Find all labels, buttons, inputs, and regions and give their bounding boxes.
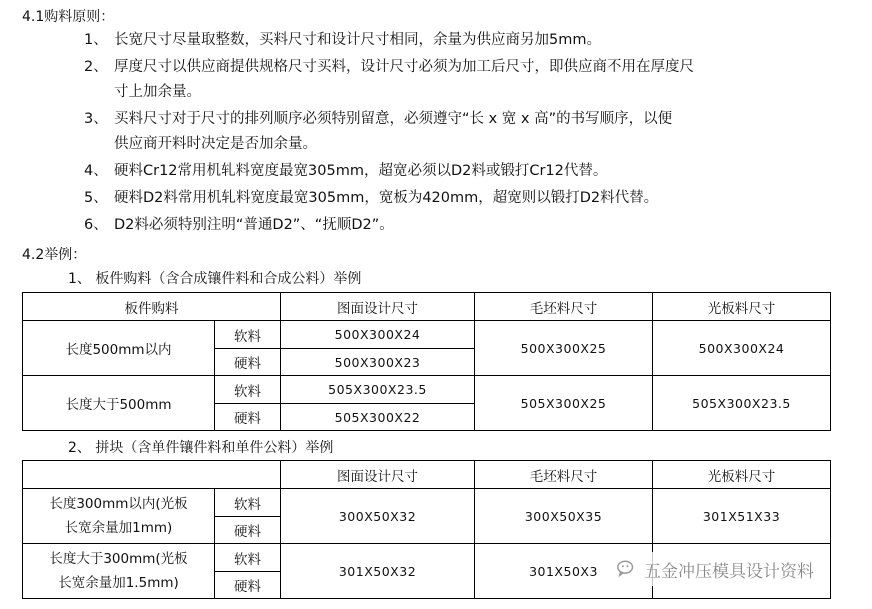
design-size-cell: 301X50X32 — [281, 544, 475, 599]
rule-item — [84, 28, 864, 53]
design-size-cell: 505X300X22 — [281, 404, 475, 431]
rule-number: 5、 — [84, 190, 108, 206]
length-category-cell: 长度大于500mm — [23, 376, 215, 431]
section-heading-purchase-rules: 4.1购料原则： — [22, 9, 115, 25]
header-cell: 毛坯料尺寸 — [475, 293, 653, 321]
category-label-line: 长宽余量加1.5mm) — [58, 575, 179, 591]
material-cell: 硬料 — [215, 517, 281, 544]
rule-text: 硬料Cr12常用机轧料宽度最宽305mm，超宽必须以D2料或锻打Cr12代替。 — [114, 163, 608, 179]
table-row — [23, 489, 831, 517]
blank-size-cell: 300X50X35 — [475, 489, 653, 544]
example-1-title: 1、 板件购料（含合成镶件料和合成公料）举例 — [68, 271, 362, 287]
material-cell: 硬料 — [215, 404, 281, 431]
material-cell: 硬料 — [215, 349, 281, 376]
wechat-icon — [616, 558, 638, 580]
table-header-row — [23, 461, 831, 489]
blank-size-cell: 301X50X3 — [475, 544, 653, 599]
category-label-line: 长度大于300mm(光板 — [49, 551, 188, 567]
rule-number: 6、 — [84, 217, 108, 233]
length-category-cell — [23, 544, 215, 599]
blank-size-cell: 505X300X25 — [475, 376, 653, 431]
example-2-title: 2、 拼块（含单件镶件料和单件公料）举例 — [68, 440, 334, 456]
finished-size-cell: 505X300X23.5 — [653, 376, 831, 431]
watermark — [610, 552, 820, 586]
rule-item — [84, 186, 864, 211]
table-row — [23, 321, 831, 349]
rule-text: 长宽尺寸尽量取整数，买料尺寸和设计尺寸相同，余量为供应商另加5mm。 — [114, 32, 601, 48]
category-label-line: 长度300mm以内(光板 — [49, 496, 188, 512]
header-cell: 图面设计尺寸 — [281, 293, 475, 321]
category-label-line: 长宽余量加1mm) — [64, 520, 173, 536]
design-size-cell: 500X300X23 — [281, 349, 475, 376]
blank-size-cell: 500X300X25 — [475, 321, 653, 376]
section-heading-examples: 4.2举例： — [22, 247, 87, 263]
header-cell: 板件购料 — [23, 293, 281, 321]
header-cell — [23, 461, 281, 489]
table-row — [23, 376, 831, 404]
rule-number: 3、 — [84, 111, 108, 127]
rule-text: 硬料D2料常用机轧料宽度最宽305mm，宽板为420mm，超宽则以锻打D2料代替。 — [114, 190, 659, 206]
design-size-cell: 505X300X23.5 — [281, 376, 475, 404]
table-header-row — [23, 293, 831, 321]
material-cell: 软料 — [215, 376, 281, 404]
design-size-cell: 500X300X24 — [281, 321, 475, 349]
rule-item — [84, 159, 864, 184]
length-category-cell: 长度500mm以内 — [23, 321, 215, 376]
rule-text-continued: 供应商开料时决定是否加余量。 — [114, 136, 317, 152]
watermark-text: 五金冲压模具设计资料 — [644, 561, 814, 582]
rule-number: 4、 — [84, 163, 108, 179]
rule-number: 2、 — [84, 59, 108, 75]
material-cell: 软料 — [215, 321, 281, 349]
plate-purchase-table — [22, 292, 831, 431]
material-cell: 软料 — [215, 489, 281, 517]
rule-text: 厚度尺寸以供应商提供规格尺寸买料，设计尺寸必须为加工后尺寸，即供应商不用在厚度尺 — [114, 59, 694, 75]
design-size-cell: 300X50X32 — [281, 489, 475, 544]
material-cell: 软料 — [215, 544, 281, 572]
header-cell: 毛坯料尺寸 — [475, 461, 653, 489]
rule-text: 买料尺寸对于尺寸的排列顺序必须特别留意，必须遵守“长 x 宽 x 高”的书写顺序，以便 — [114, 111, 673, 127]
rule-item — [84, 213, 864, 238]
length-category-cell — [23, 489, 215, 544]
rule-item — [84, 55, 864, 105]
finished-size-cell: 500X300X24 — [653, 321, 831, 376]
rule-text: D2料必须特别注明“普通D2”、“抚顺D2”。 — [114, 217, 394, 233]
finished-size-cell: 301X51X33 — [653, 489, 831, 544]
header-cell: 光板料尺寸 — [653, 461, 831, 489]
header-cell: 光板料尺寸 — [653, 293, 831, 321]
rule-text-continued: 寸上加余量。 — [114, 84, 201, 100]
material-cell: 硬料 — [215, 572, 281, 599]
rule-item — [84, 107, 864, 157]
rule-number: 1、 — [84, 32, 108, 48]
header-cell: 图面设计尺寸 — [281, 461, 475, 489]
